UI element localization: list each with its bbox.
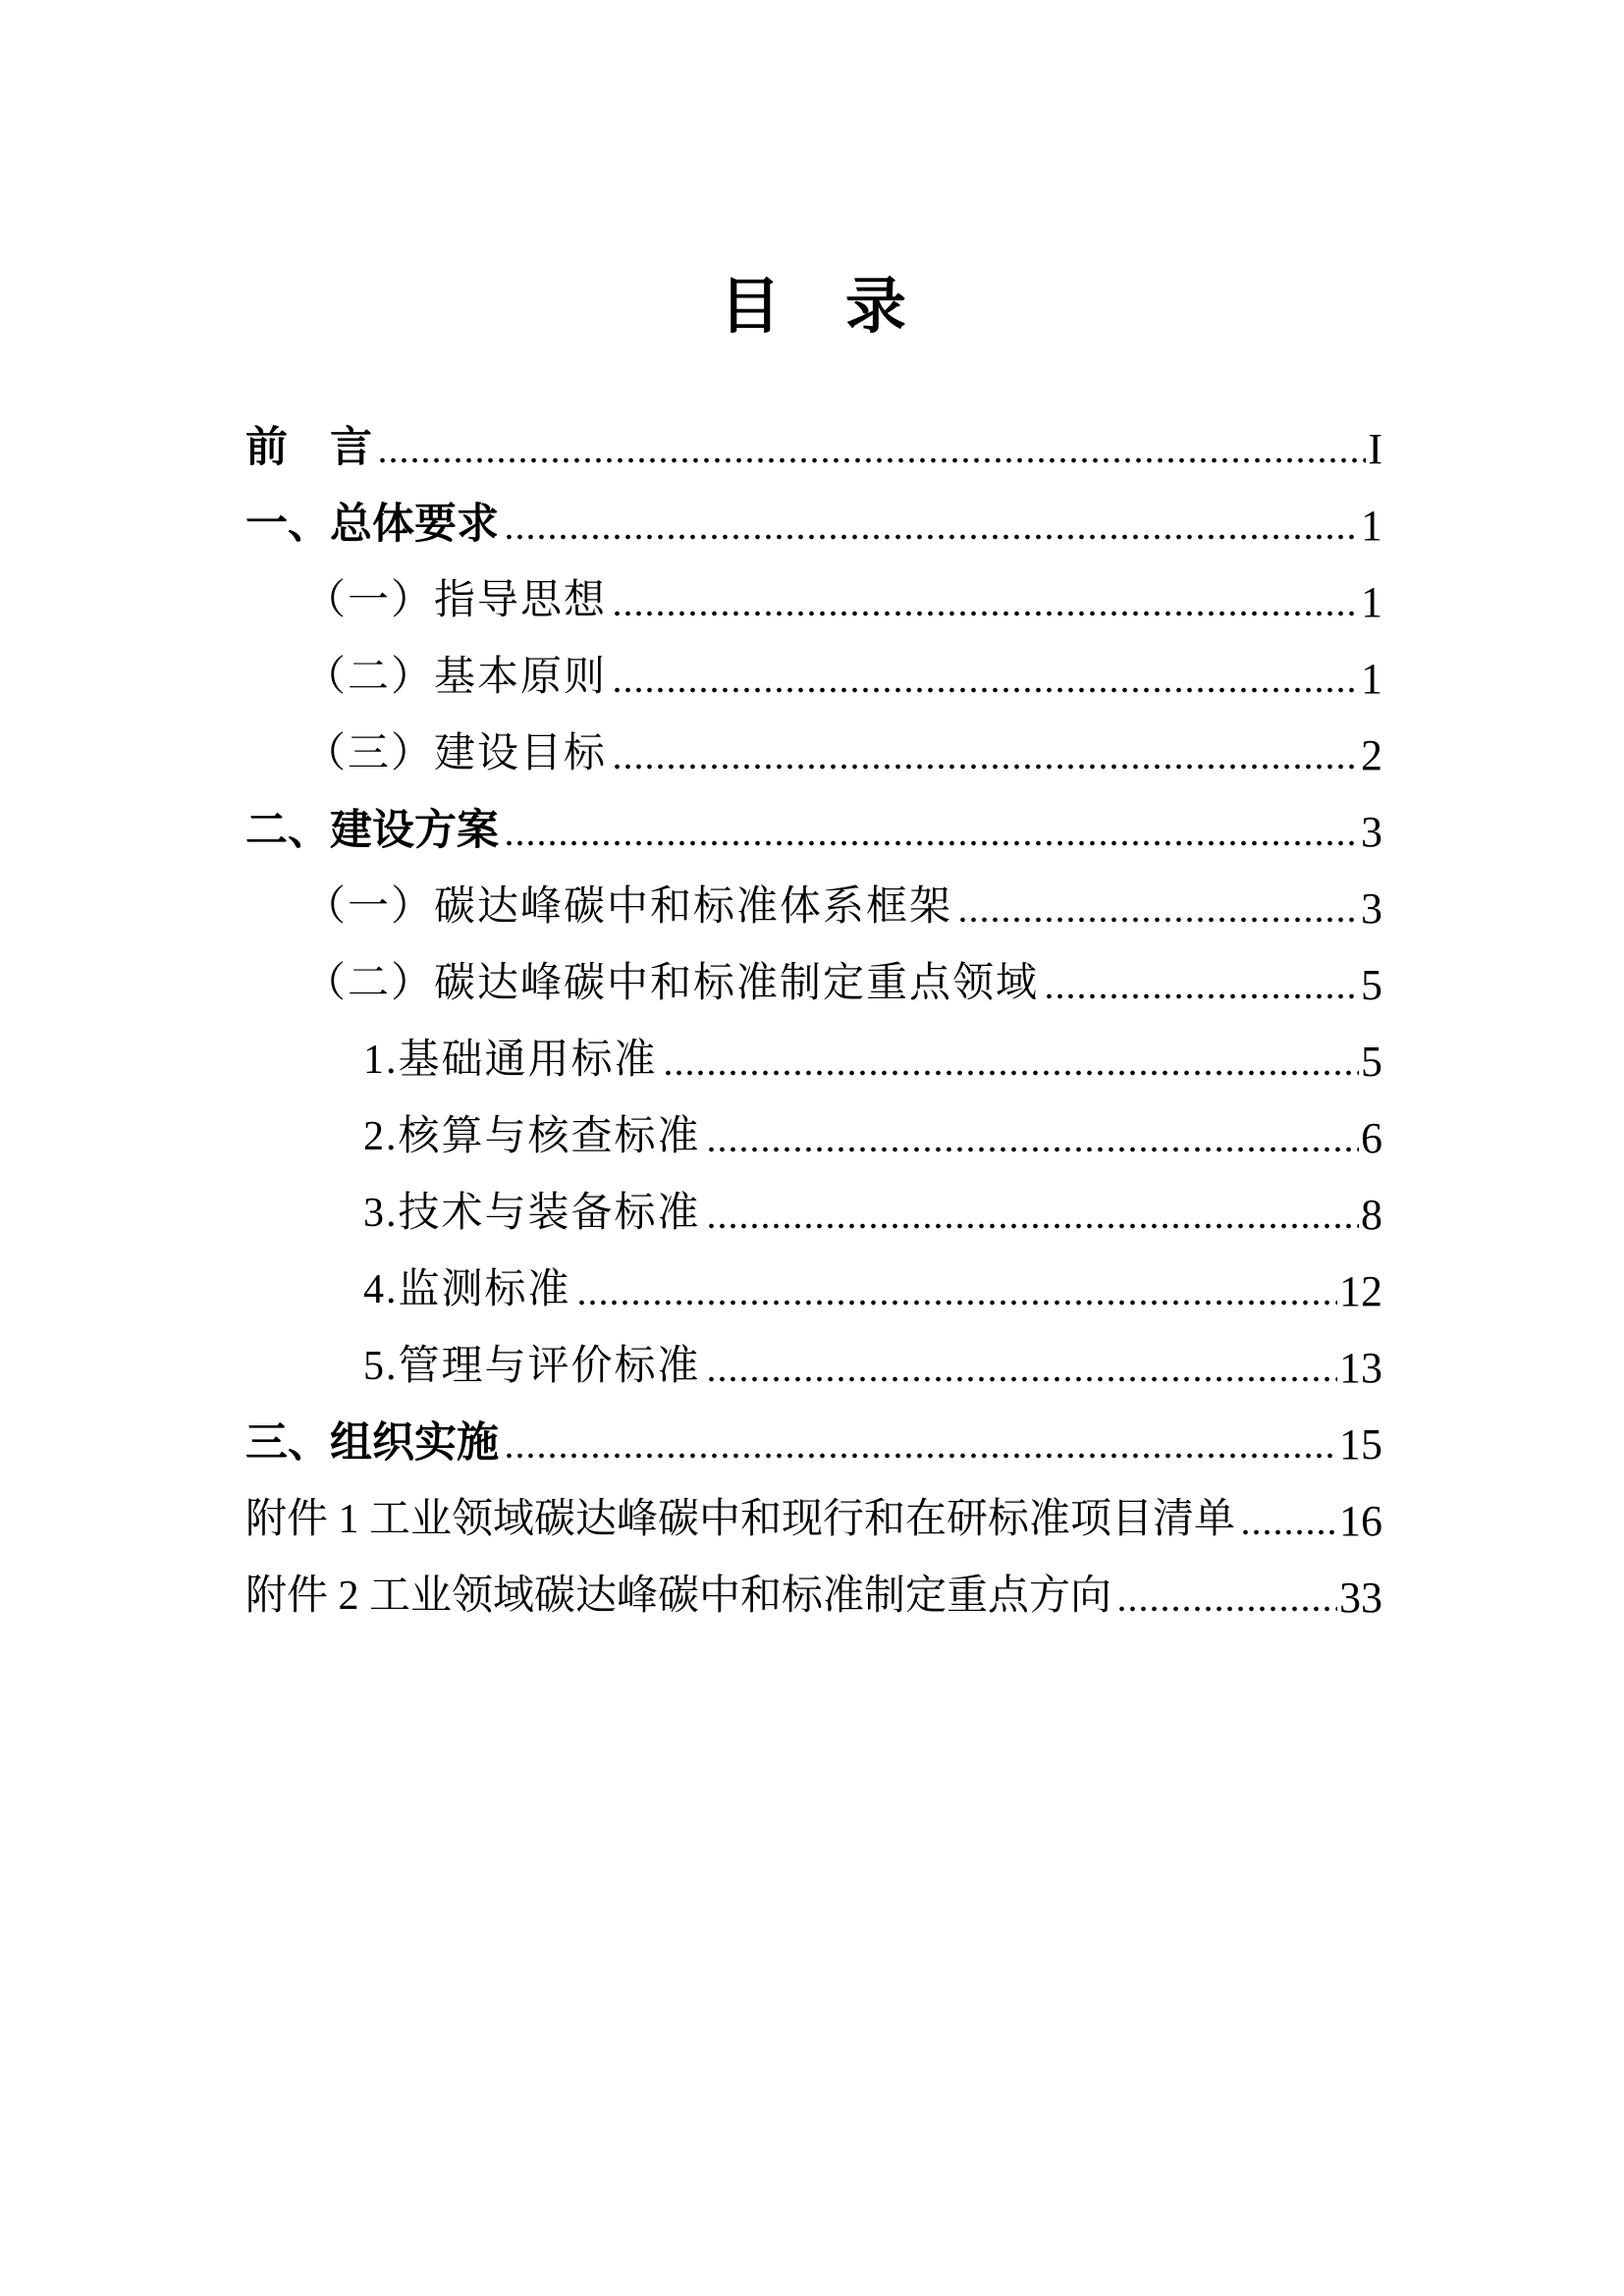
toc-entry-appendix-2[interactable] — [245, 1543, 1382, 1620]
dot-leader — [666, 1070, 1359, 1076]
dot-leader — [615, 611, 1359, 616]
toc-entry-section-1-1[interactable] — [304, 548, 1382, 624]
toc-page-number: 1 — [1361, 578, 1382, 626]
toc-page-number: I — [1368, 425, 1382, 473]
toc-entry-label: 3.技术与装备标准 — [363, 1190, 701, 1236]
toc-entry-item-5[interactable] — [363, 1313, 1382, 1390]
dot-leader — [615, 687, 1359, 693]
dot-leader — [507, 534, 1359, 540]
dot-leader — [709, 1147, 1359, 1152]
toc-entry-appendix-1[interactable] — [245, 1467, 1382, 1543]
toc-entry-label: 二、建设方案 — [245, 806, 499, 854]
toc-entry-label: （一）碳达峰碳中和标准体系框架 — [304, 883, 953, 930]
toc-entry-label: 附件 2 工业领域碳达峰碳中和标准制定重点方向 — [245, 1573, 1112, 1619]
toc-entry-item-4[interactable] — [363, 1237, 1382, 1313]
dot-leader — [1243, 1529, 1337, 1535]
toc-entry-item-3[interactable] — [363, 1160, 1382, 1237]
dot-leader — [709, 1376, 1337, 1382]
toc-entry-label: （二）碳达峰碳中和标准制定重点领域 — [304, 960, 1040, 1006]
toc-entry-item-1[interactable] — [363, 1007, 1382, 1084]
table-of-contents — [245, 395, 1382, 1620]
toc-entry-label: 1.基础通用标准 — [363, 1037, 658, 1083]
toc-entry-label: 2.核算与核查标准 — [363, 1113, 701, 1159]
toc-entry-foreword[interactable] — [245, 395, 1382, 471]
toc-entry-label: （三）建设目标 — [304, 730, 608, 776]
toc-page-number: 1 — [1361, 655, 1382, 703]
dot-leader — [1119, 1606, 1337, 1612]
toc-entry-label: 附件 1 工业领域碳达峰碳中和现行和在研标准项目清单 — [245, 1496, 1236, 1542]
toc-entry-label: 前 言 — [245, 423, 372, 471]
toc-page-number: 12 — [1339, 1267, 1382, 1315]
dot-leader — [960, 917, 1359, 923]
toc-entry-item-2[interactable] — [363, 1084, 1382, 1160]
toc-entry-section-3[interactable] — [245, 1390, 1382, 1467]
toc-page-number: 3 — [1361, 884, 1382, 933]
toc-page-number: 13 — [1339, 1344, 1382, 1392]
toc-entry-label: 三、组织实施 — [245, 1418, 499, 1467]
toc-entry-label: （一）指导思想 — [304, 577, 608, 623]
toc-page-number: 5 — [1361, 1038, 1382, 1086]
toc-entry-section-1[interactable] — [245, 471, 1382, 548]
toc-page-number: 8 — [1361, 1191, 1382, 1239]
dot-leader — [1047, 993, 1359, 999]
dot-leader — [709, 1223, 1359, 1229]
toc-entry-label: 4.监测标准 — [363, 1266, 571, 1312]
toc-entry-section-2-1[interactable] — [304, 854, 1382, 931]
dot-leader — [507, 1453, 1337, 1459]
toc-entry-section-2-2[interactable] — [304, 931, 1382, 1007]
toc-entry-section-1-2[interactable] — [304, 624, 1382, 701]
toc-page-number: 1 — [1361, 502, 1382, 550]
page-title: 目 录 — [719, 274, 908, 341]
toc-page-number: 15 — [1339, 1420, 1382, 1468]
toc-entry-label: 5.管理与评价标准 — [363, 1343, 701, 1389]
toc-page-number: 6 — [1361, 1114, 1382, 1162]
toc-page-number: 16 — [1339, 1497, 1382, 1545]
toc-page-number: 33 — [1339, 1574, 1382, 1622]
dot-leader — [615, 764, 1359, 770]
toc-page-number: 3 — [1361, 808, 1382, 856]
toc-entry-section-1-3[interactable] — [304, 701, 1382, 777]
toc-entry-section-2[interactable] — [245, 777, 1382, 854]
toc-page-number: 5 — [1361, 961, 1382, 1009]
toc-entry-label: 一、总体要求 — [245, 500, 499, 548]
toc-entry-label: （二）基本原则 — [304, 654, 608, 700]
dot-leader — [507, 840, 1359, 846]
dot-leader — [380, 457, 1366, 463]
toc-page-number: 2 — [1361, 731, 1382, 779]
dot-leader — [579, 1300, 1337, 1306]
